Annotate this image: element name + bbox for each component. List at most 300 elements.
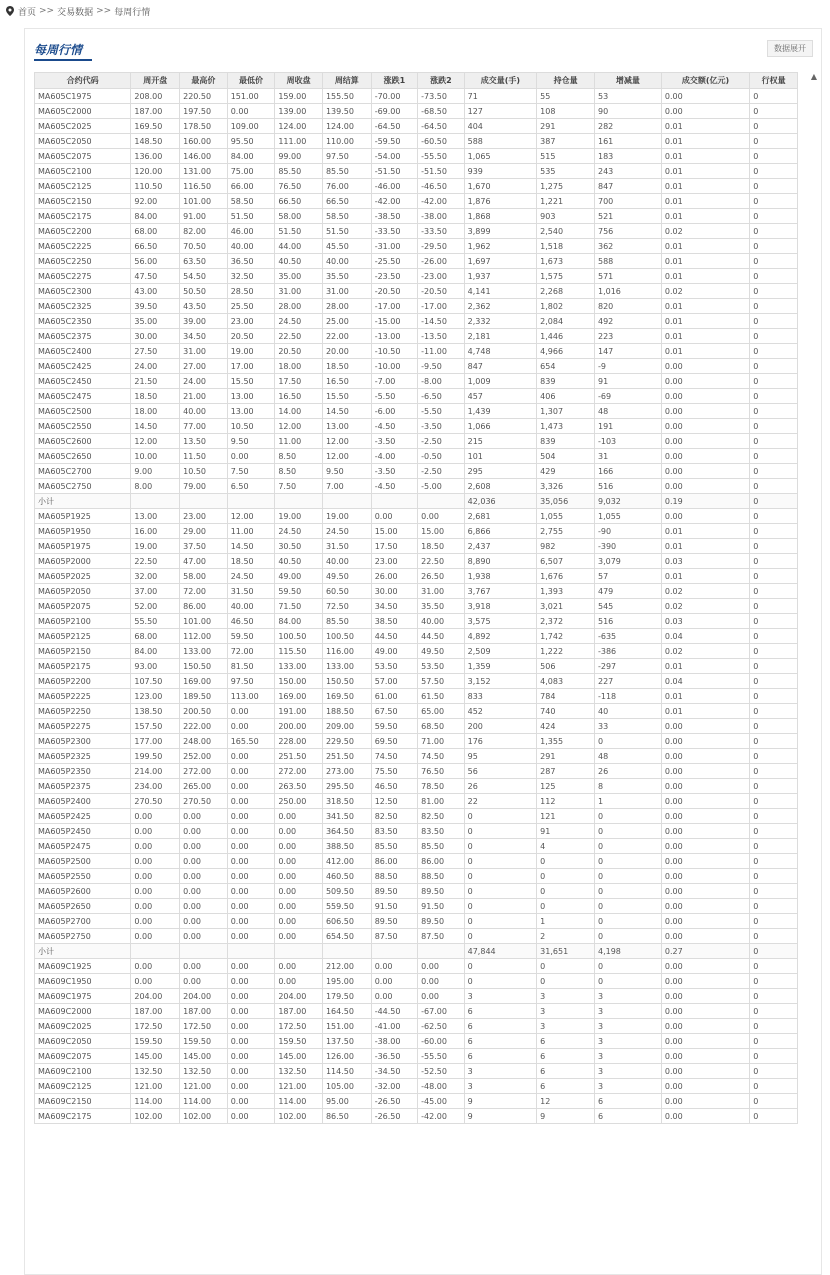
table-cell: 833 — [464, 689, 537, 704]
table-cell: -5.50 — [371, 389, 417, 404]
table-cell: 227 — [594, 674, 661, 689]
table-cell: 22 — [464, 794, 537, 809]
table-cell: 165.50 — [227, 734, 275, 749]
table-row — [35, 179, 798, 194]
table-cell: 1,439 — [464, 404, 537, 419]
table-cell: -4.50 — [371, 419, 417, 434]
table-cell: -59.50 — [371, 134, 417, 149]
table-row — [35, 329, 798, 344]
table-cell: 272.00 — [275, 764, 323, 779]
table-cell: 982 — [537, 539, 595, 554]
table-cell: 3 — [594, 1019, 661, 1034]
table-cell: 132.50 — [180, 1064, 228, 1079]
table-cell: 172.50 — [131, 1019, 180, 1034]
table-cell: 0.00 — [180, 914, 228, 929]
table-cell: 85.50 — [322, 164, 371, 179]
table-cell: 71.50 — [275, 599, 323, 614]
table-cell: 0 — [750, 149, 798, 164]
table-cell: 12 — [537, 1094, 595, 1109]
table-cell: 0.00 — [131, 974, 180, 989]
table-cell: -41.00 — [371, 1019, 417, 1034]
table-cell: 1,055 — [594, 509, 661, 524]
table-cell: 145.00 — [131, 1049, 180, 1064]
table-cell: 0 — [537, 884, 595, 899]
table-row — [35, 359, 798, 374]
table-row — [35, 104, 798, 119]
table-header-row — [35, 73, 798, 89]
table-cell: 2,540 — [537, 224, 595, 239]
table-cell: -2.50 — [418, 464, 464, 479]
table-cell: -13.50 — [418, 329, 464, 344]
table-row — [35, 749, 798, 764]
table-cell: 847 — [594, 179, 661, 194]
table-cell: 1,876 — [464, 194, 537, 209]
contract-code-cell: MA605C2000 — [35, 104, 131, 119]
table-cell: 4,198 — [594, 944, 661, 959]
table-cell: 71.00 — [418, 734, 464, 749]
table-cell: 0 — [750, 539, 798, 554]
table-cell — [418, 494, 464, 509]
table-row — [35, 284, 798, 299]
table-cell: 86.00 — [418, 854, 464, 869]
table-cell: 38.50 — [371, 614, 417, 629]
table-cell: 24.50 — [322, 524, 371, 539]
column-header: 周收盘 — [275, 73, 323, 89]
contract-code-cell: MA605C2075 — [35, 149, 131, 164]
table-cell: 0 — [750, 1004, 798, 1019]
table-cell: 86.50 — [322, 1109, 371, 1124]
table-body — [35, 89, 798, 1124]
table-cell: 23.00 — [371, 554, 417, 569]
table-cell: 0 — [750, 959, 798, 974]
table-cell: 4,748 — [464, 344, 537, 359]
table-cell: 0.03 — [661, 554, 749, 569]
table-cell: 0.00 — [661, 1004, 749, 1019]
table-cell: 95.50 — [227, 134, 275, 149]
breadcrumb-separator: >> — [96, 6, 112, 16]
table-cell: 87.50 — [418, 929, 464, 944]
breadcrumb-trade-data-link[interactable]: 交易数据 — [57, 7, 94, 18]
table-cell: 148.50 — [131, 134, 180, 149]
table-cell: 2,362 — [464, 299, 537, 314]
breadcrumb-current: 每周行情 — [114, 7, 151, 18]
table-cell: -52.50 — [418, 1064, 464, 1079]
contract-code-cell: MA605P2500 — [35, 854, 131, 869]
table-cell: 16.00 — [131, 524, 180, 539]
table-cell: 0 — [750, 479, 798, 494]
table-cell: 2,372 — [537, 614, 595, 629]
table-cell: 1 — [537, 914, 595, 929]
table-cell: 97.50 — [227, 674, 275, 689]
table-cell: 0.00 — [661, 899, 749, 914]
table-cell: -60.00 — [418, 1034, 464, 1049]
table-cell: 102.00 — [180, 1109, 228, 1124]
table-cell: 139.00 — [275, 104, 323, 119]
table-cell: 0.00 — [661, 434, 749, 449]
table-cell: 0 — [594, 959, 661, 974]
table-row — [35, 989, 798, 1004]
table-cell: 195.00 — [322, 974, 371, 989]
table-cell: 204.00 — [275, 989, 323, 1004]
table-cell: 0.00 — [661, 1064, 749, 1079]
table-cell: 3 — [537, 1019, 595, 1034]
table-cell: 0.01 — [661, 299, 749, 314]
table-cell: -386 — [594, 644, 661, 659]
table-cell: 40.50 — [275, 254, 323, 269]
table-cell: 40.00 — [227, 239, 275, 254]
table-cell: 0 — [750, 179, 798, 194]
weekly-quotes-table — [34, 72, 798, 1124]
table-cell: 4,966 — [537, 344, 595, 359]
contract-code-cell: MA605C2050 — [35, 134, 131, 149]
table-cell: -103 — [594, 434, 661, 449]
table-cell: -23.50 — [371, 269, 417, 284]
table-cell: 0 — [750, 299, 798, 314]
table-cell: 31.50 — [322, 539, 371, 554]
table-cell: 159.50 — [131, 1034, 180, 1049]
contract-code-cell: MA609C2100 — [35, 1064, 131, 1079]
table-row — [35, 824, 798, 839]
table-cell: 18.50 — [418, 539, 464, 554]
column-header: 涨跌2 — [418, 73, 464, 89]
table-cell: 0 — [750, 464, 798, 479]
table-cell: 24.50 — [275, 524, 323, 539]
table-cell: 0.00 — [661, 464, 749, 479]
table-cell: 0.00 — [275, 809, 323, 824]
table-cell: 270.50 — [180, 794, 228, 809]
table-cell: 0.00 — [371, 959, 417, 974]
table-cell: -118 — [594, 689, 661, 704]
table-cell: 0 — [750, 629, 798, 644]
table-row — [35, 809, 798, 824]
table-cell: 0 — [750, 749, 798, 764]
table-cell: 75.50 — [371, 764, 417, 779]
table-cell: 110.00 — [322, 134, 371, 149]
table-row — [35, 764, 798, 779]
table-cell: 53 — [594, 89, 661, 104]
table-cell: 0.00 — [180, 854, 228, 869]
contract-code-cell: MA605P2750 — [35, 929, 131, 944]
table-cell: 164.50 — [322, 1004, 371, 1019]
table-cell: 50.50 — [180, 284, 228, 299]
table-cell: -25.50 — [371, 254, 417, 269]
contract-code-cell: MA605P2250 — [35, 704, 131, 719]
table-cell: 0.00 — [180, 824, 228, 839]
table-cell: 0.00 — [661, 104, 749, 119]
table-cell: 740 — [537, 704, 595, 719]
column-header: 成交额(亿元) — [661, 73, 749, 89]
table-cell: 0.00 — [131, 959, 180, 974]
table-cell: 388.50 — [322, 839, 371, 854]
table-cell: 72.00 — [227, 644, 275, 659]
table-cell: 0.00 — [661, 1049, 749, 1064]
table-cell: 3 — [594, 1049, 661, 1064]
table-cell: 263.50 — [275, 779, 323, 794]
table-cell: 126.00 — [322, 1049, 371, 1064]
expand-data-button[interactable]: 数据展开 — [767, 40, 813, 57]
scroll-up-arrow-icon[interactable]: ▲ — [810, 72, 818, 81]
breadcrumb-home-link[interactable]: 首页 — [18, 7, 37, 18]
table-cell: 0.00 — [227, 779, 275, 794]
table-cell: 13.00 — [227, 404, 275, 419]
contract-code-cell: MA605C2300 — [35, 284, 131, 299]
table-row — [35, 614, 798, 629]
table-cell: 291 — [537, 119, 595, 134]
table-cell: -635 — [594, 629, 661, 644]
table-cell: 101 — [464, 449, 537, 464]
table-cell: 0 — [750, 824, 798, 839]
table-cell: -5.00 — [418, 479, 464, 494]
table-row — [35, 404, 798, 419]
table-cell: 17.50 — [371, 539, 417, 554]
table-row — [35, 719, 798, 734]
table-cell: 1,868 — [464, 209, 537, 224]
table-cell: 13.00 — [322, 419, 371, 434]
table-cell: -38.50 — [371, 209, 417, 224]
table-cell: 0.00 — [661, 884, 749, 899]
table-cell: 1,065 — [464, 149, 537, 164]
table-cell: 0.01 — [661, 524, 749, 539]
table-cell: 33 — [594, 719, 661, 734]
table-cell: 0 — [464, 974, 537, 989]
table-cell: 0 — [750, 374, 798, 389]
table-cell: 228.00 — [275, 734, 323, 749]
table-cell: 0.00 — [227, 719, 275, 734]
table-cell: 1,575 — [537, 269, 595, 284]
table-cell: 12.00 — [227, 509, 275, 524]
column-header: 涨跌1 — [371, 73, 417, 89]
table-cell: 1,446 — [537, 329, 595, 344]
table-cell: 0 — [750, 389, 798, 404]
table-cell: 68.50 — [418, 719, 464, 734]
table-cell: 78.50 — [418, 779, 464, 794]
table-cell: 139.50 — [322, 104, 371, 119]
table-cell: 0.00 — [227, 1109, 275, 1124]
table-cell: 0 — [750, 434, 798, 449]
table-cell: 22.50 — [275, 329, 323, 344]
table-cell: 0 — [464, 929, 537, 944]
table-cell: 406 — [537, 389, 595, 404]
table-cell: 79.00 — [180, 479, 228, 494]
table-cell: 452 — [464, 704, 537, 719]
table-cell: 0.00 — [227, 854, 275, 869]
table-cell: 132.50 — [275, 1064, 323, 1079]
table-cell — [418, 944, 464, 959]
table-cell: 0.00 — [227, 449, 275, 464]
table-cell: 412.00 — [322, 854, 371, 869]
table-cell: 151.00 — [227, 89, 275, 104]
table-cell: 91.50 — [371, 899, 417, 914]
table-cell: 20.50 — [275, 344, 323, 359]
table-cell: 191.00 — [275, 704, 323, 719]
table-cell: 27.50 — [131, 344, 180, 359]
table-cell: 0.00 — [275, 899, 323, 914]
table-cell: 0.00 — [661, 764, 749, 779]
table-cell: 49.50 — [418, 644, 464, 659]
table-cell: 121 — [537, 809, 595, 824]
contract-code-cell: MA605C2600 — [35, 434, 131, 449]
table-cell: 0 — [750, 269, 798, 284]
table-cell: 0.00 — [180, 959, 228, 974]
table-cell: 59.50 — [371, 719, 417, 734]
table-cell: 132.50 — [131, 1064, 180, 1079]
table-cell: 387 — [537, 134, 595, 149]
table-cell: 0.00 — [227, 959, 275, 974]
table-cell: 16.50 — [322, 374, 371, 389]
table-cell: 839 — [537, 434, 595, 449]
table-cell: 31.50 — [227, 584, 275, 599]
table-cell: 26.50 — [418, 569, 464, 584]
table-cell: 166 — [594, 464, 661, 479]
table-cell: -4.00 — [371, 449, 417, 464]
table-cell: 6 — [464, 1004, 537, 1019]
table-cell: 0 — [750, 989, 798, 1004]
table-cell: 27.00 — [180, 359, 228, 374]
table-cell: 479 — [594, 584, 661, 599]
table-cell: 0.03 — [661, 614, 749, 629]
table-cell: -70.00 — [371, 89, 417, 104]
table-cell: 0 — [750, 854, 798, 869]
table-cell: 84.00 — [275, 614, 323, 629]
table-cell: 100.50 — [275, 629, 323, 644]
table-row — [35, 914, 798, 929]
table-cell: 1,473 — [537, 419, 595, 434]
table-cell: 9.50 — [322, 464, 371, 479]
table-cell: 15.50 — [227, 374, 275, 389]
table-cell: 40.00 — [227, 599, 275, 614]
table-cell: 0 — [750, 614, 798, 629]
table-cell: 0 — [750, 794, 798, 809]
table-cell: 40.50 — [275, 554, 323, 569]
table-cell: 39.00 — [180, 314, 228, 329]
contract-code-cell: MA605C2400 — [35, 344, 131, 359]
table-cell: 114.50 — [322, 1064, 371, 1079]
contract-code-cell: MA605P2650 — [35, 899, 131, 914]
table-cell: 3 — [594, 1079, 661, 1094]
table-cell: 0 — [464, 884, 537, 899]
table-cell: 209.00 — [322, 719, 371, 734]
table-cell: 133.00 — [322, 659, 371, 674]
table-cell: 6.50 — [227, 479, 275, 494]
table-cell: 0 — [750, 254, 798, 269]
table-cell: 756 — [594, 224, 661, 239]
table-cell: 59.50 — [275, 584, 323, 599]
table-cell: 70.50 — [180, 239, 228, 254]
contract-code-cell: MA605P2075 — [35, 599, 131, 614]
table-cell: 0.00 — [180, 974, 228, 989]
table-cell: 7.50 — [227, 464, 275, 479]
table-cell: 74.50 — [418, 749, 464, 764]
table-row — [35, 629, 798, 644]
table-cell: -14.50 — [418, 314, 464, 329]
table-cell: 24.00 — [180, 374, 228, 389]
table-cell: -6.00 — [371, 404, 417, 419]
table-cell: 0.00 — [661, 914, 749, 929]
table-cell: -29.50 — [418, 239, 464, 254]
table-cell: 17.50 — [275, 374, 323, 389]
table-row — [35, 599, 798, 614]
table-cell: 457 — [464, 389, 537, 404]
table-cell: 535 — [537, 164, 595, 179]
table-cell: 0.00 — [661, 1109, 749, 1124]
table-cell: 151.00 — [322, 1019, 371, 1034]
column-header: 行权量 — [750, 73, 798, 89]
table-cell: 172.50 — [275, 1019, 323, 1034]
table-cell: 116.00 — [322, 644, 371, 659]
table-cell: 15.00 — [371, 524, 417, 539]
table-cell: 13.00 — [131, 509, 180, 524]
page-title: 每周行情 — [34, 43, 83, 57]
table-cell: 0 — [750, 119, 798, 134]
table-cell: 2,084 — [537, 314, 595, 329]
table-cell: 295 — [464, 464, 537, 479]
table-cell: 295.50 — [322, 779, 371, 794]
table-cell: 15.00 — [418, 524, 464, 539]
table-row — [35, 689, 798, 704]
table-cell: 8 — [594, 779, 661, 794]
table-cell: 0 — [750, 449, 798, 464]
table-cell: 0.00 — [661, 929, 749, 944]
table-cell: 6 — [537, 1064, 595, 1079]
table-row — [35, 269, 798, 284]
table-cell: 0 — [537, 899, 595, 914]
table-cell: 8.50 — [275, 449, 323, 464]
table-cell: 145.00 — [180, 1049, 228, 1064]
table-cell: 15.50 — [322, 389, 371, 404]
table-cell: 0 — [750, 1109, 798, 1124]
table-cell: 189.50 — [180, 689, 228, 704]
table-cell: 169.50 — [131, 119, 180, 134]
table-cell: 0.00 — [661, 389, 749, 404]
table-cell: 133.00 — [180, 644, 228, 659]
table-cell: 1,355 — [537, 734, 595, 749]
table-cell: 0 — [464, 839, 537, 854]
table-cell: 220.50 — [180, 89, 228, 104]
table-cell: 0 — [750, 719, 798, 734]
table-cell: -42.00 — [418, 194, 464, 209]
table-cell: 191 — [594, 419, 661, 434]
table-cell: 91.00 — [180, 209, 228, 224]
table-cell: 0 — [750, 359, 798, 374]
table-cell: 2,509 — [464, 644, 537, 659]
table-cell: 0 — [750, 1019, 798, 1034]
table-cell: 199.50 — [131, 749, 180, 764]
table-row — [35, 1109, 798, 1124]
table-cell: 700 — [594, 194, 661, 209]
table-cell: 58.50 — [227, 194, 275, 209]
table-cell: 4,083 — [537, 674, 595, 689]
table-cell: 0.01 — [661, 329, 749, 344]
table-cell: 159.50 — [275, 1034, 323, 1049]
table-cell: -69 — [594, 389, 661, 404]
table-cell: 188.50 — [322, 704, 371, 719]
table-cell: 46.50 — [227, 614, 275, 629]
table-cell: 85.50 — [275, 164, 323, 179]
table-cell: -44.50 — [371, 1004, 417, 1019]
table-row — [35, 1079, 798, 1094]
table-row — [35, 644, 798, 659]
column-header: 最高价 — [180, 73, 228, 89]
table-cell: 0.02 — [661, 284, 749, 299]
table-cell: 0 — [750, 569, 798, 584]
contract-code-cell: MA605C2375 — [35, 329, 131, 344]
table-cell: 8.50 — [275, 464, 323, 479]
table-cell: 85.50 — [322, 614, 371, 629]
table-cell: 3,152 — [464, 674, 537, 689]
table-cell: 54.50 — [180, 269, 228, 284]
table-cell: 0 — [750, 734, 798, 749]
table-cell: 820 — [594, 299, 661, 314]
